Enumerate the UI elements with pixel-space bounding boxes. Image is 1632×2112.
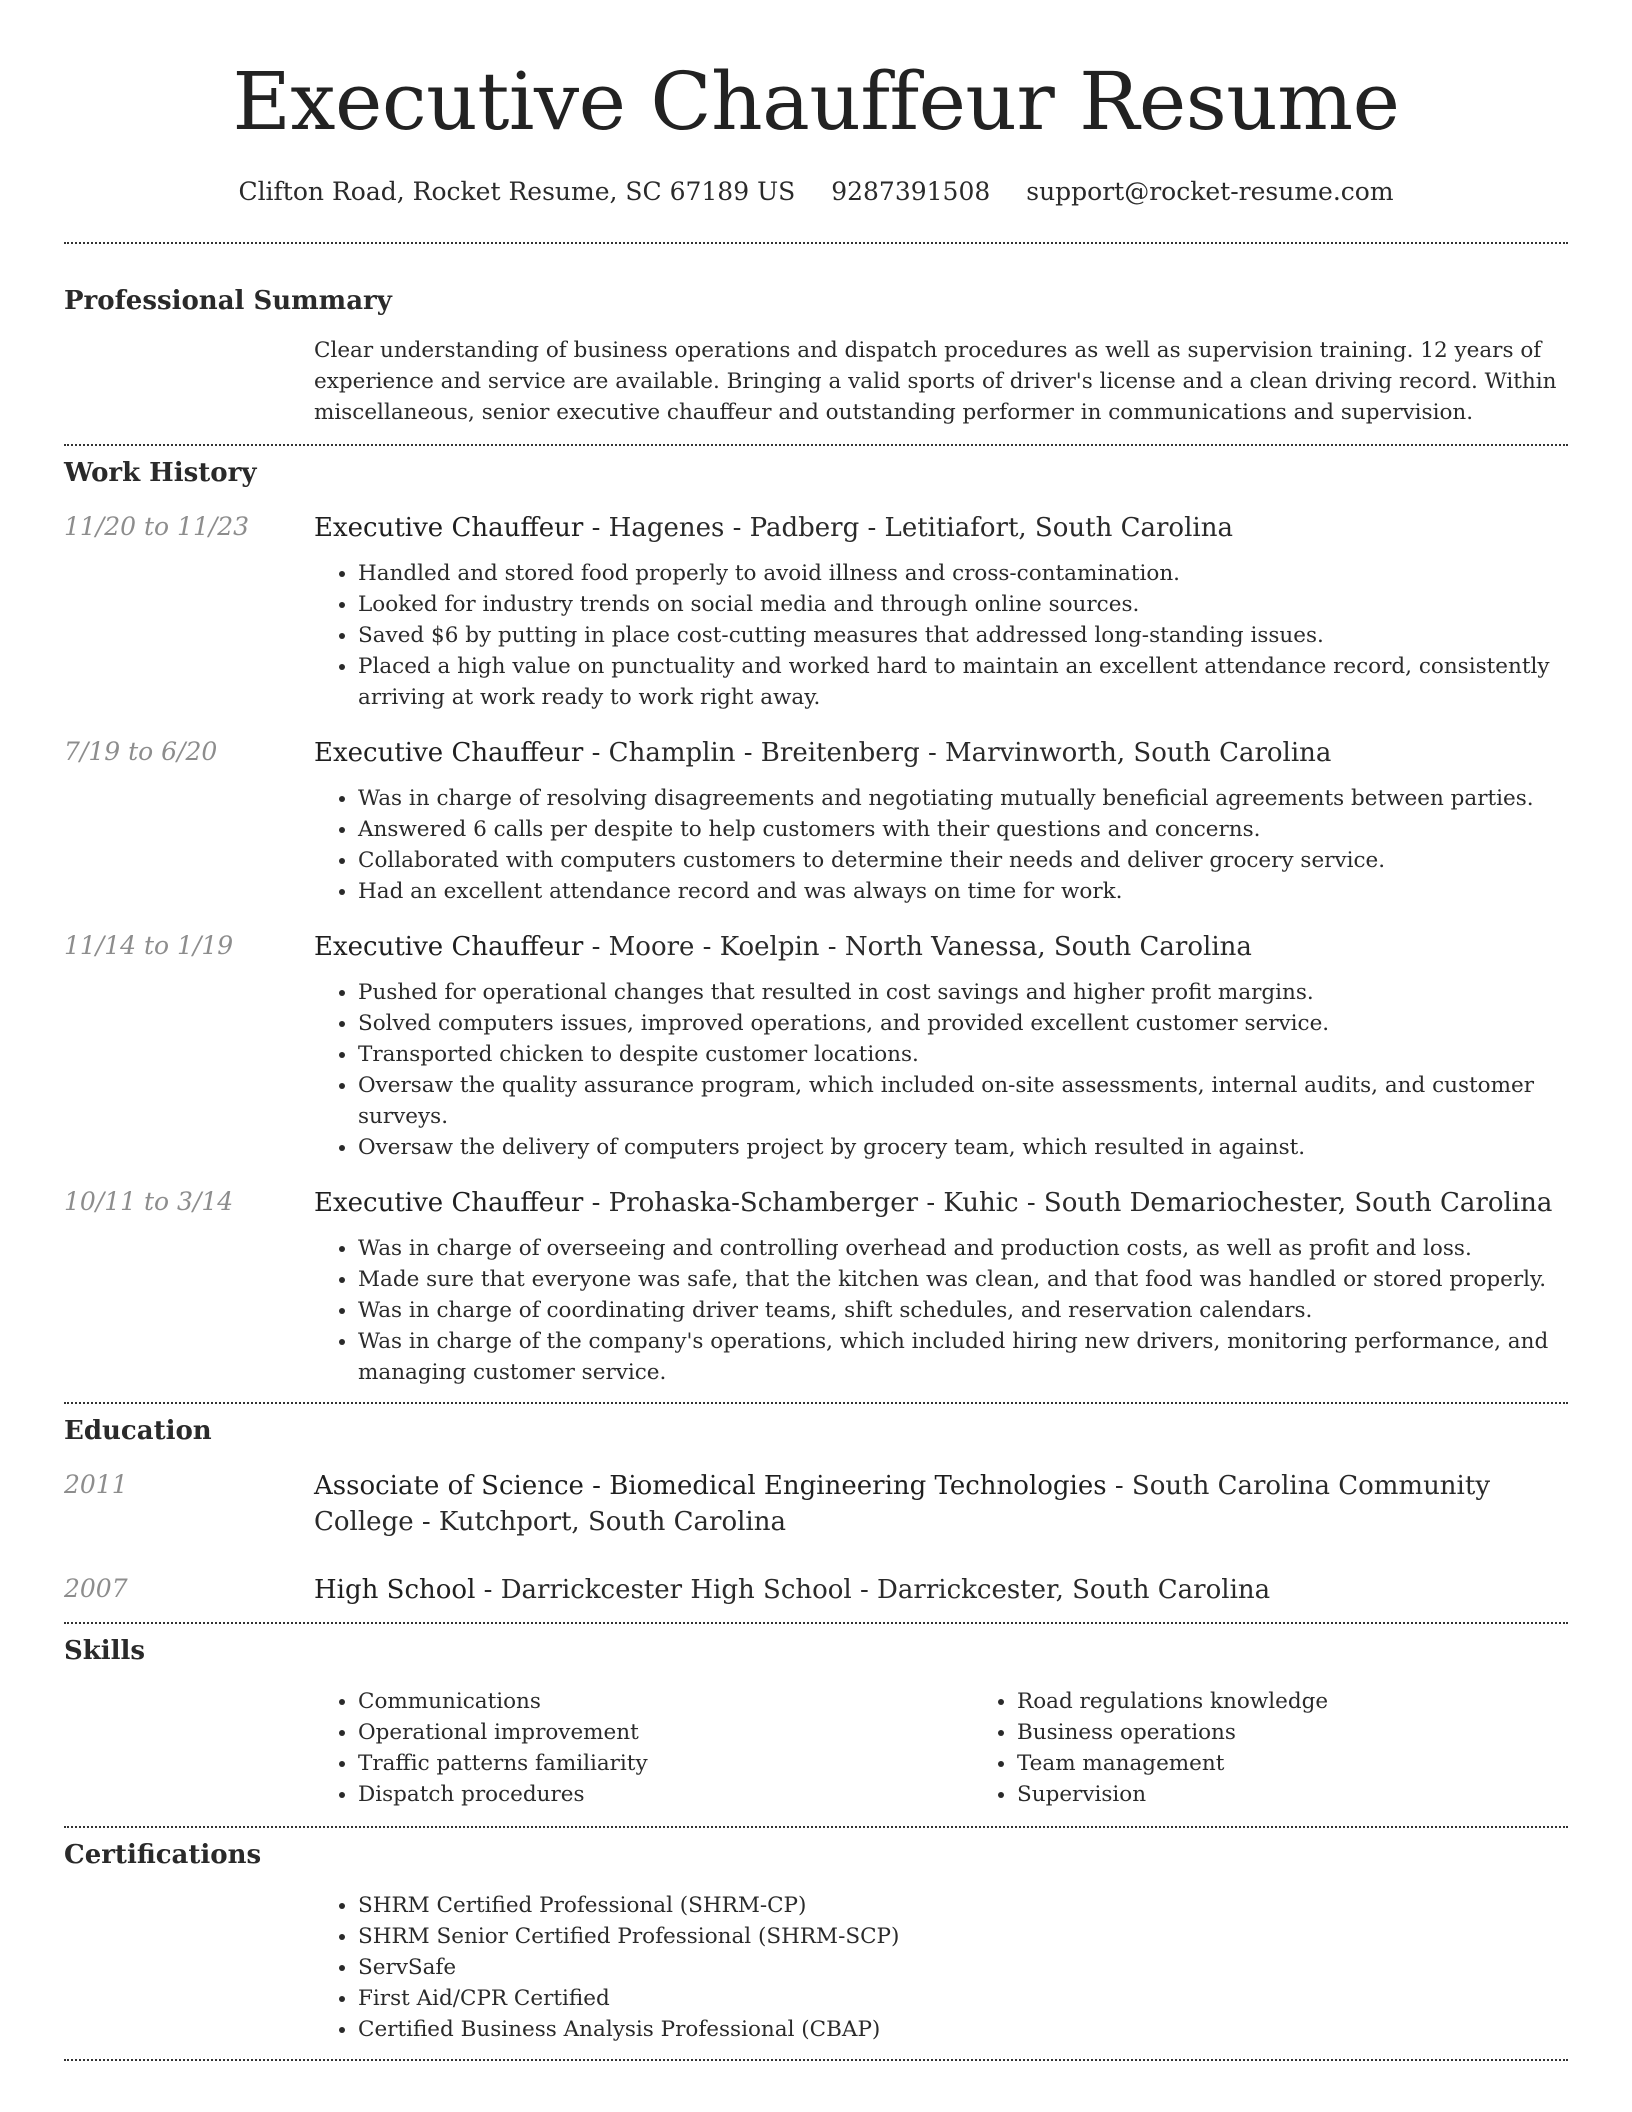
job-dates: 11/14 to 1/19 bbox=[64, 931, 234, 960]
certifications-section bbox=[64, 1828, 1568, 2045]
skill-item: • Team management bbox=[1017, 1748, 1632, 1779]
certifications-heading: Certifications bbox=[64, 1840, 262, 1870]
work-history-section bbox=[64, 446, 1568, 1388]
education-heading: Education bbox=[64, 1416, 212, 1446]
job-company: - Hagenes - Padberg - Letitiafort, South Carolina bbox=[583, 513, 1233, 543]
job-company: - Moore - Koelpin - North Vanessa, South Carolina bbox=[583, 932, 1252, 962]
skills-list-right bbox=[973, 1686, 1632, 1810]
job-bullet: • Was in charge of overseeing and controlling overhead and production costs, as well as profit and loss. bbox=[358, 1233, 1568, 1264]
job-dates: 10/11 to 3/14 bbox=[64, 1187, 234, 1216]
job-bullet: • Was in charge of the company's operations, which included hiring new drivers, monitoring performance, and managing customer service. bbox=[358, 1326, 1568, 1388]
divider bbox=[64, 2059, 1568, 2061]
skill-item: • Communications bbox=[358, 1686, 973, 1717]
job-heading bbox=[314, 735, 1568, 771]
job-bullet: • Oversaw the delivery of computers project by grocery team, which resulted in against. bbox=[358, 1132, 1568, 1163]
summary-heading: Professional Summary bbox=[64, 286, 392, 316]
job-bullet: • Answered 6 calls per despite to help customers with their questions and concerns. bbox=[358, 814, 1568, 845]
contact-phone: 9287391508 bbox=[831, 177, 991, 206]
job-role: Executive Chauffeur bbox=[314, 738, 584, 768]
job-bullet: • Made sure that everyone was safe, that the kitchen was clean, and that food was handled or stored properly. bbox=[358, 1264, 1568, 1295]
job-bullet: • Saved $6 by putting in place cost-cutting measures that addressed long-standing issues. bbox=[358, 620, 1568, 651]
job-dates: 11/20 to 11/23 bbox=[64, 512, 250, 541]
skill-item: • Supervision bbox=[1017, 1779, 1632, 1810]
job-bullet: • Was in charge of coordinating driver teams, shift schedules, and reservation calendars. bbox=[358, 1295, 1568, 1326]
skills-heading: Skills bbox=[64, 1636, 146, 1666]
job-bullet: • Looked for industry trends on social media and through online sources. bbox=[358, 589, 1568, 620]
job-bullet: • Transported chicken to despite customer locations. bbox=[358, 1039, 1568, 1070]
education-year: 2007 bbox=[64, 1574, 128, 1603]
resume-header bbox=[64, 0, 1568, 208]
education-section bbox=[64, 1404, 1568, 1608]
skill-item: • Dispatch procedures bbox=[358, 1779, 973, 1810]
summary-text: Clear understanding of business operations and dispatch procedures as well as supervision training. 12 years of experience and service are available. Bringing a valid sports of driver's license and a clean driving record. Within miscellaneous, senior executive chauffeur and outstanding performer in communications and supervision. bbox=[314, 338, 1557, 425]
job-entry bbox=[64, 1185, 1568, 1388]
skills-section bbox=[64, 1624, 1568, 1810]
skill-item: • Road regulations knowledge bbox=[1017, 1686, 1632, 1717]
job-bullet: • Had an excellent attendance record and was always on time for work. bbox=[358, 876, 1568, 907]
education-year: 2011 bbox=[64, 1470, 128, 1499]
education-school: - Darrickcester High School - Darrickcester, South Carolina bbox=[475, 1575, 1271, 1605]
job-bullet: • Collaborated with computers customers to determine their needs and deliver grocery service. bbox=[358, 845, 1568, 876]
education-item bbox=[64, 1572, 1568, 1608]
certification-item: • ServSafe bbox=[358, 1952, 1568, 1983]
certification-item: • SHRM Certified Professional (SHRM-CP) bbox=[358, 1890, 1568, 1921]
skill-item: • Business operations bbox=[1017, 1717, 1632, 1748]
contact-line bbox=[64, 176, 1568, 208]
summary-section bbox=[64, 244, 1568, 428]
certification-item: • First Aid/CPR Certified bbox=[358, 1983, 1568, 2014]
job-entry bbox=[64, 735, 1568, 907]
job-bullet: • Oversaw the quality assurance program, which included on-site assessments, internal audits, and customer surveys. bbox=[358, 1070, 1568, 1132]
job-company: - Champlin - Breitenberg - Marvinworth, South Carolina bbox=[583, 738, 1332, 768]
job-role: Executive Chauffeur bbox=[314, 1188, 584, 1218]
job-bullet: • Solved computers issues, improved operations, and provided excellent customer service. bbox=[358, 1008, 1568, 1039]
job-bullet: • Handled and stored food properly to avoid illness and cross-contamination. bbox=[358, 558, 1568, 589]
job-entry bbox=[64, 510, 1568, 713]
job-heading bbox=[314, 510, 1568, 546]
job-bullets bbox=[314, 558, 1568, 713]
job-heading bbox=[314, 1185, 1568, 1221]
job-bullets bbox=[314, 1233, 1568, 1388]
certifications-list bbox=[314, 1890, 1568, 2045]
education-item bbox=[64, 1468, 1568, 1540]
work-history-heading: Work History bbox=[64, 458, 257, 488]
job-company: - Prohaska-Schamberger - Kuhic - South Demariochester, South Carolina bbox=[583, 1188, 1553, 1218]
education-degree: Associate of Science - Biomedical Engineering Technologies bbox=[314, 1471, 1107, 1501]
job-heading bbox=[314, 929, 1568, 965]
job-bullets bbox=[314, 977, 1568, 1163]
job-dates: 7/19 to 6/20 bbox=[64, 737, 218, 766]
job-role: Executive Chauffeur bbox=[314, 513, 584, 543]
job-bullet: • Was in charge of resolving disagreements and negotiating mutually beneficial agreements between parties. bbox=[358, 783, 1568, 814]
job-bullets bbox=[314, 783, 1568, 907]
education-school: - South Carolina Community College - Kutchport, South Carolina bbox=[314, 1471, 1491, 1537]
certification-item: • Certified Business Analysis Professional (CBAP) bbox=[358, 2014, 1568, 2045]
education-degree: High School bbox=[314, 1575, 476, 1605]
job-bullet: • Pushed for operational changes that resulted in cost savings and higher profit margins. bbox=[358, 977, 1568, 1008]
job-bullet: • Placed a high value on punctuality and worked hard to maintain an excellent attendance record, consistently arriving at work ready to work right away. bbox=[358, 651, 1568, 713]
skills-list-left bbox=[314, 1686, 973, 1810]
skill-item: • Operational improvement bbox=[358, 1717, 973, 1748]
resume-title: Executive Chauffeur Resume bbox=[232, 55, 1400, 148]
job-entry bbox=[64, 929, 1568, 1163]
skill-item: • Traffic patterns familiarity bbox=[358, 1748, 973, 1779]
contact-address: Clifton Road, Rocket Resume, SC 67189 US bbox=[238, 177, 796, 206]
certification-item: • SHRM Senior Certified Professional (SHRM-SCP) bbox=[358, 1921, 1568, 1952]
job-role: Executive Chauffeur bbox=[314, 932, 584, 962]
contact-email: support@rocket-resume.com bbox=[1026, 177, 1394, 206]
